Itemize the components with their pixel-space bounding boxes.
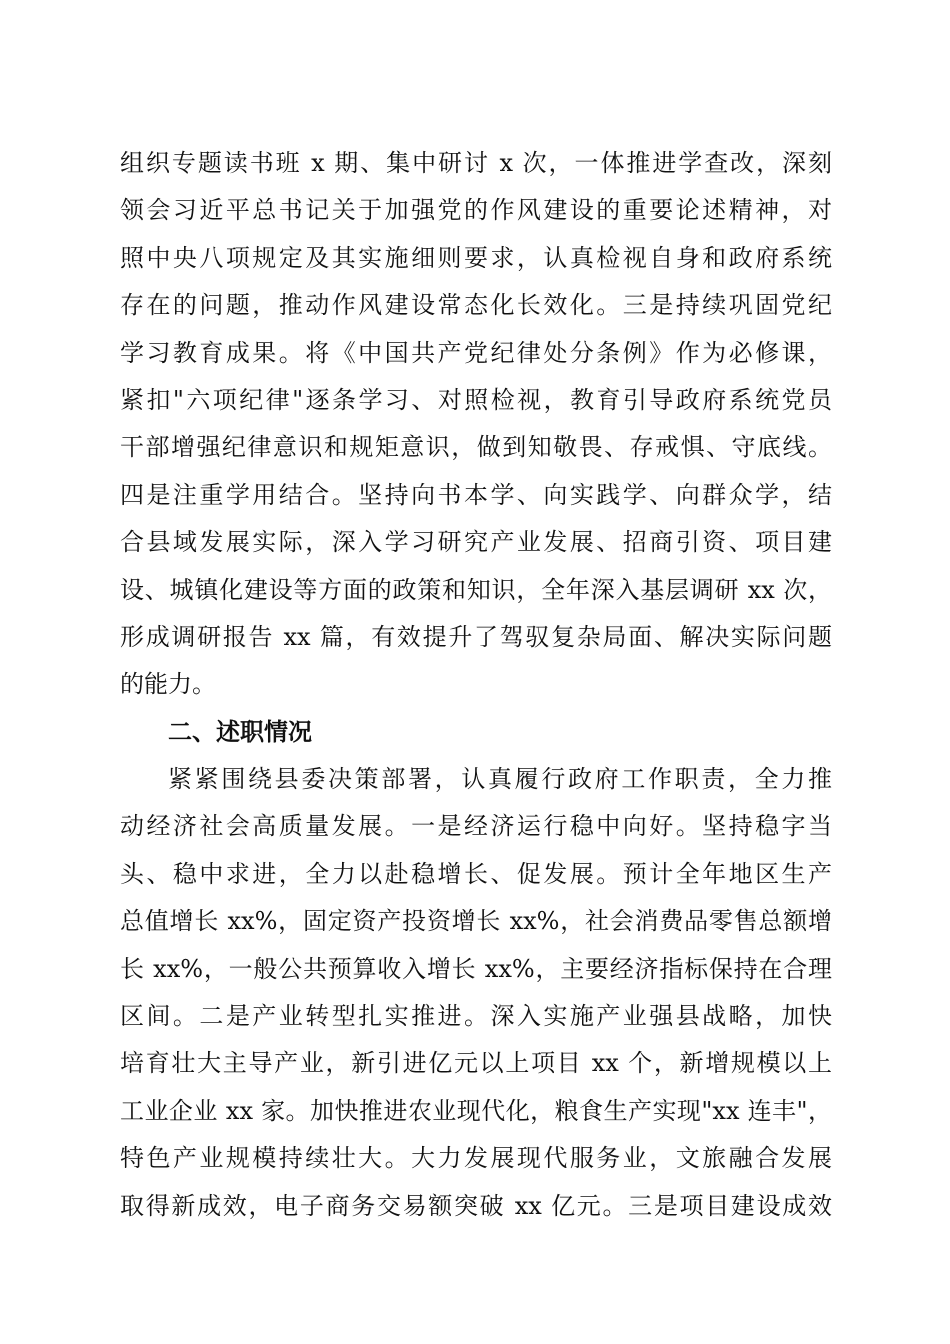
paragraph-line: 总值增长 xx%，固定资产投资增长 xx%，社会消费品零售总额增 <box>120 907 832 936</box>
paragraph-line: 取得新成效，电子商务交易额突破 xx 亿元。三是项目建设成效 <box>120 1191 832 1220</box>
paragraph-line: 四是注重学用结合。坚持向书本学、向实践学、向群众学，结 <box>120 480 832 509</box>
paragraph-line: 紧扣"六项纪律"逐条学习、对照检视，教育引导政府系统党员 <box>120 385 832 414</box>
paragraph-line: 学习教育成果。将《中国共产党纪律处分条例》作为必修课， <box>120 338 832 367</box>
paragraph-line: 合县域发展实际，深入学习研究产业发展、招商引资、项目建 <box>120 528 832 557</box>
paragraph-line: 干部增强纪律意识和规矩意识，做到知敬畏、存戒惧、守底线。 <box>120 433 832 462</box>
paragraph-line: 紧紧围绕县委决策部署，认真履行政府工作职责，全力推 <box>168 765 832 794</box>
paragraph-line: 头、稳中求进，全力以赴稳增长、促发展。预计全年地区生产 <box>120 859 832 888</box>
paragraph-line: 工业企业 xx 家。加快推进农业现代化，粮食生产实现"xx 连丰"， <box>120 1096 832 1125</box>
paragraph-line: 区间。二是产业转型扎实推进。深入实施产业强县战略，加快 <box>120 1002 832 1031</box>
paragraph-line: 动经济社会高质量发展。一是经济运行稳中向好。坚持稳字当 <box>120 812 832 841</box>
paragraph-line: 的能力。 <box>120 670 216 699</box>
paragraph-line: 组织专题读书班 x 期、集中研讨 x 次，一体推进学查改，深刻 <box>120 149 832 177</box>
paragraph-line: 长 xx%，一般公共预算收入增长 xx%，主要经济指标保持在合理 <box>120 954 832 983</box>
paragraph-line: 形成调研报告 xx 篇，有效提升了驾驭复杂局面、解决实际问题 <box>120 622 832 651</box>
paragraph-line: 培育壮大主导产业，新引进亿元以上项目 xx 个，新增规模以上 <box>120 1049 832 1078</box>
paragraph-line: 特色产业规模持续壮大。大力发展现代服务业，文旅融合发展 <box>120 1144 832 1173</box>
paragraph-line: 领会习近平总书记关于加强党的作风建设的重要论述精神，对 <box>120 196 832 225</box>
document-body <box>120 140 832 1230</box>
paragraph-line: 设、城镇化建设等方面的政策和知识，全年深入基层调研 xx 次， <box>120 575 832 604</box>
paragraph-line: 照中央八项规定及其实施细则要求，认真检视自身和政府系统 <box>120 243 832 272</box>
paragraph-line: 存在的问题，推动作风建设常态化长效化。三是持续巩固党纪 <box>120 291 832 320</box>
section-heading: 二、述职情况 <box>168 717 312 746</box>
